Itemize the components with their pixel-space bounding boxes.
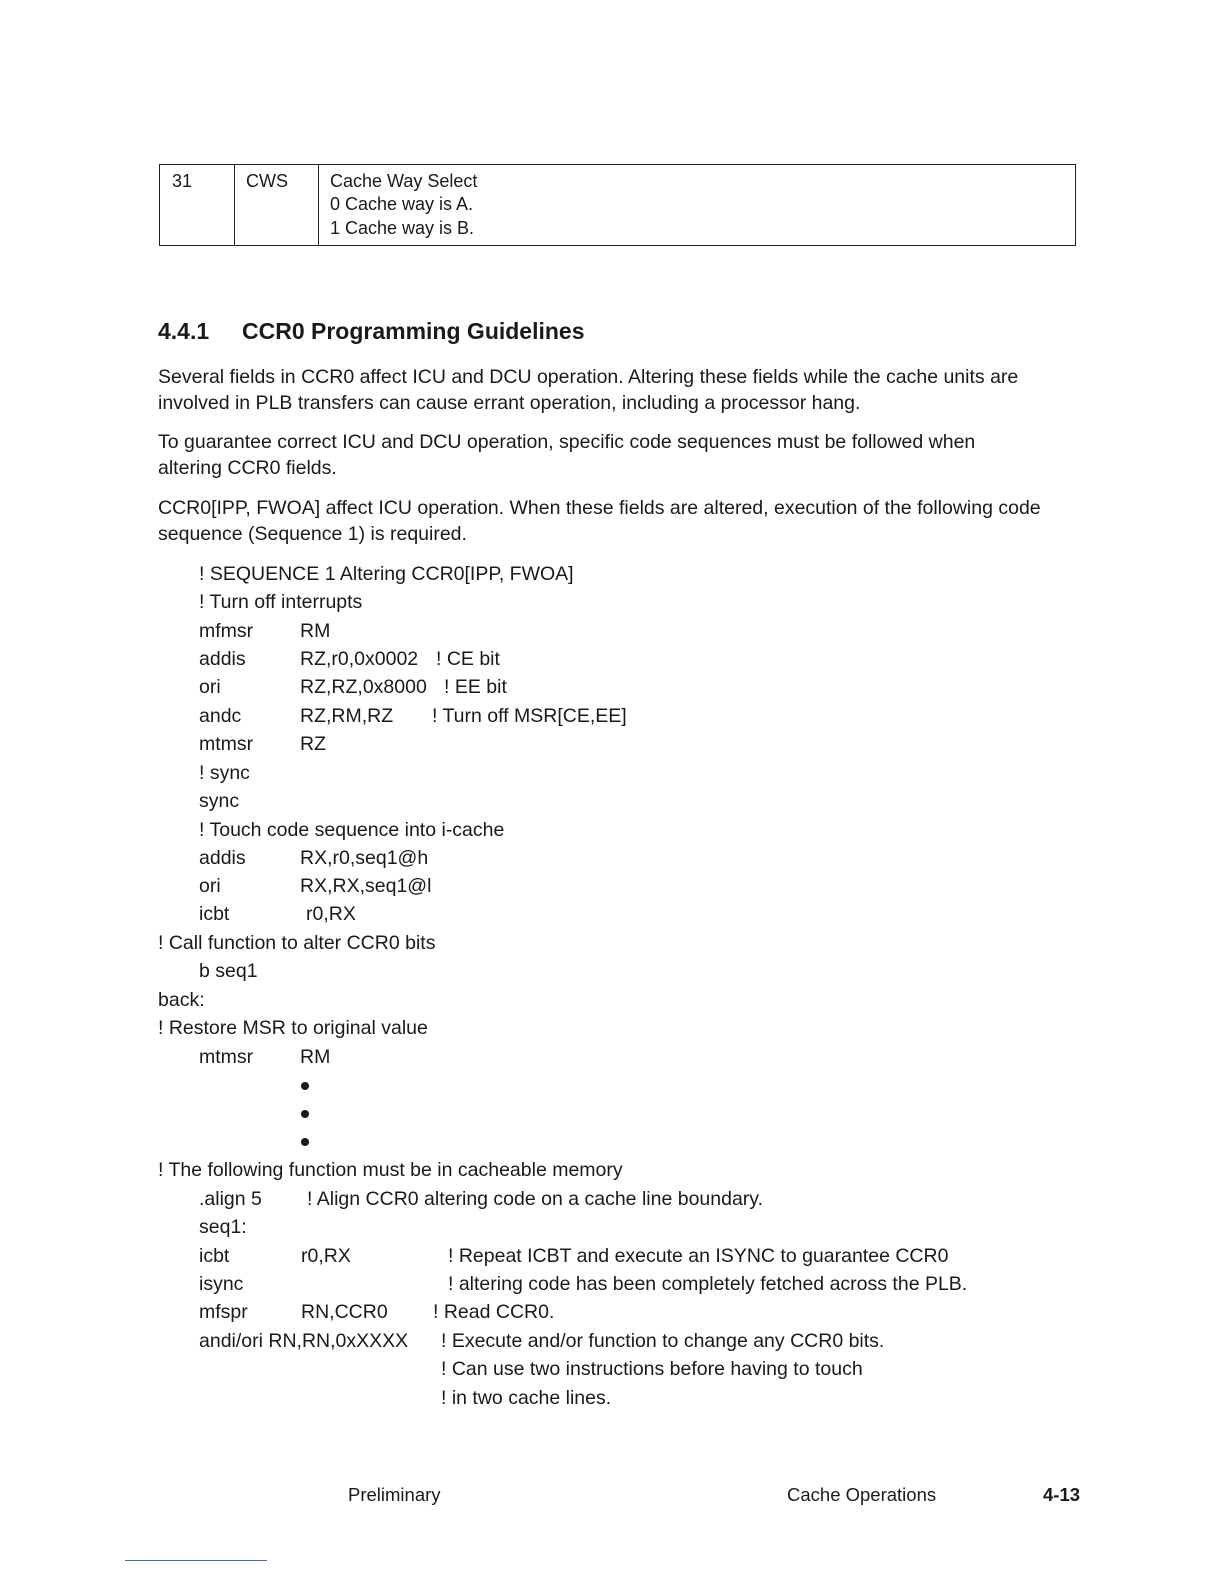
code-comment: ! SEQUENCE 1 Altering CCR0[IPP, FWOA]	[199, 563, 574, 585]
code-args: RZ,r0,0x0002	[300, 648, 419, 670]
scan-mark	[125, 1560, 267, 1561]
register-field-table	[159, 164, 1076, 246]
code-op: icbt	[199, 903, 230, 925]
code-comment: ! EE bit	[444, 676, 507, 698]
table-divider	[318, 165, 319, 245]
table-desc-title: Cache Way Select	[330, 171, 478, 191]
code-args: RX,RX,seq1@l	[300, 875, 432, 897]
code-args: RX,r0,seq1@h	[300, 847, 429, 869]
table-bit-cell: 31	[172, 171, 193, 191]
section-title: CCR0 Programming Guidelines	[242, 318, 585, 344]
code-comment: ! Turn off interrupts	[199, 591, 363, 613]
ellipsis-bullet	[301, 1138, 309, 1146]
code-args: r0,RX	[301, 1245, 351, 1267]
code-op: b seq1	[199, 960, 258, 982]
code-comment: ! altering code has been completely fetched across the PLB.	[448, 1273, 968, 1295]
code-op: isync	[199, 1273, 244, 1295]
code-op: andi/ori RN,RN,0xXXXX	[199, 1330, 409, 1352]
code-args: RZ,RM,RZ	[300, 705, 394, 727]
code-op: ori	[199, 676, 221, 698]
code-comment: ! in two cache lines.	[441, 1387, 612, 1409]
code-label: seq1:	[199, 1216, 247, 1238]
ellipsis-bullet	[301, 1082, 309, 1090]
code-comment: ! Repeat ICBT and execute an ISYNC to guarantee CCR0	[448, 1245, 949, 1267]
code-op: addis	[199, 648, 246, 670]
code-comment: ! sync	[199, 762, 250, 784]
code-comment: ! Read CCR0.	[433, 1301, 555, 1323]
code-args: r0,RX	[306, 903, 356, 925]
footer-preliminary: Preliminary	[348, 1484, 441, 1505]
code-comment: ! Call function to alter CCR0 bits	[158, 932, 436, 954]
table-field-cell: CWS	[246, 171, 288, 191]
code-args: RZ,RZ,0x8000	[300, 676, 427, 698]
code-comment: ! CE bit	[436, 648, 500, 670]
code-op: .align 5	[199, 1188, 262, 1210]
code-comment: ! Restore MSR to original value	[158, 1017, 428, 1039]
code-op: mtmsr	[199, 733, 254, 755]
section-number: 4.4.1	[158, 318, 210, 344]
paragraph: Several fields in CCR0 affect ICU and DCU operation. Altering these fields while the cache units are involved in PLB transfers can cause errant operation, including a processor hang.	[158, 366, 1019, 414]
page-number: 4-13	[1043, 1484, 1081, 1505]
code-comment: ! The following function must be in cacheable memory	[158, 1159, 623, 1181]
section-heading	[158, 318, 585, 345]
code-op: sync	[199, 790, 240, 812]
code-args: RM	[300, 1046, 331, 1068]
code-comment: ! Execute and/or function to change any CCR0 bits.	[441, 1330, 885, 1352]
footer-chapter: Cache Operations	[787, 1484, 937, 1505]
code-op: icbt	[199, 1245, 230, 1267]
code-op: mfspr	[199, 1301, 248, 1323]
code-op: addis	[199, 847, 246, 869]
paragraph: To guarantee correct ICU and DCU operation, specific code sequences must be followed when altering CCR0 fields.	[158, 431, 976, 479]
code-comment: ! Can use two instructions before having to touch	[441, 1358, 863, 1380]
code-comment: ! Turn off MSR[CE,EE]	[432, 705, 627, 727]
ellipsis-bullet	[301, 1110, 309, 1118]
table-desc-line: 1 Cache way is B.	[330, 218, 475, 238]
code-op: mtmsr	[199, 1046, 254, 1068]
paragraph: CCR0[IPP, FWOA] affect ICU operation. When these fields are altered, execution of the following code sequence (Sequence 1) is required.	[158, 497, 1041, 545]
table-desc-line: 0 Cache way is A.	[330, 194, 474, 214]
code-args: RN,CCR0	[301, 1301, 388, 1323]
code-op: andc	[199, 705, 242, 727]
code-op: ori	[199, 875, 221, 897]
code-comment: ! Touch code sequence into i-cache	[199, 819, 505, 841]
code-comment: ! Align CCR0 altering code on a cache line boundary.	[307, 1188, 764, 1210]
table-divider	[234, 165, 235, 245]
code-op: mfmsr	[199, 620, 254, 642]
code-label: back:	[158, 989, 205, 1011]
code-args: RZ	[300, 733, 326, 755]
code-args: RM	[300, 620, 331, 642]
